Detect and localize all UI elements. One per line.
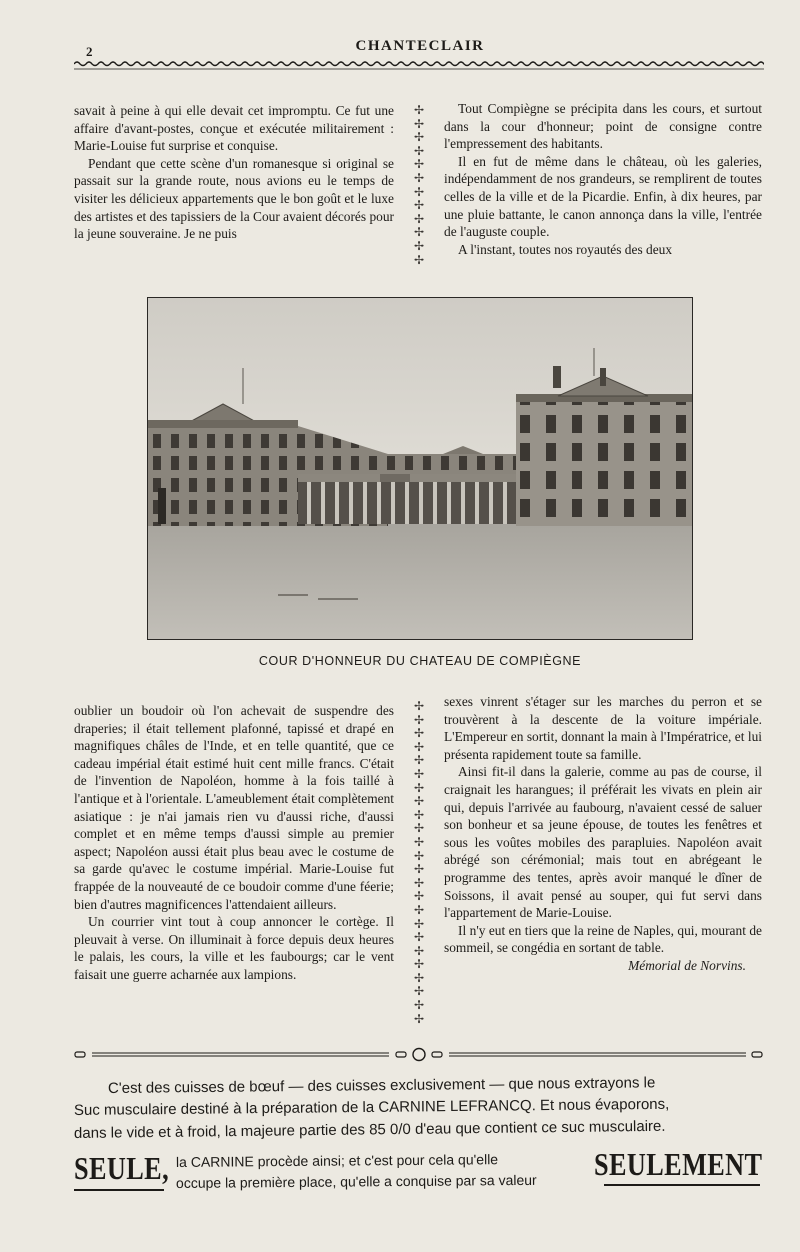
paragraph: Tout Compiègne se précipita dans les cours, et surtout dans la cour d'honneur; point de consigne contre l'empressement des habitants. xyxy=(444,101,762,152)
chateau-photograph xyxy=(147,297,693,640)
page-number: 2 xyxy=(86,44,93,59)
article-signature: Mémorial de Norvins. xyxy=(628,957,746,973)
paragraph: oublier un boudoir où l'on achevait de suspendre des draperies; il était tellement plafonné, tapissé et drapé en magnifiques châles de l'Inde, et en telle quantité, que ce cadeau impérial était estimé huit cent mille francs. C'était de l'invention de Napoléon, homme à la fois taillé à l'antique et à l'orientale. L'ameublement était complètement asiatique : je n'ai jamais rien vu d'aussi riche, d'aussi complet et en même temps d'aussi simple au premier aspect; Napoléon aussi était plus beau avec le costume de sa garde qu'avec le costume impérial. Marie-Louise fut frappée de la nouveauté de ce boudoir comme d'une féerie; bien d'autres magnificences l'attendaient ailleurs. xyxy=(74,703,394,912)
ad-line: dans le vide et à froid, la majeure partie des 85 0/0 d'eau que contient ce suc musculaire. xyxy=(73,1117,666,1142)
ad-seule-headline: SEULE, xyxy=(74,1150,170,1186)
paragraph: Il en fut de même dans le château, où les galeries, indépendamment de nos grandeurs, se remplirent de toutes celles de la ville et de la Picardie. Enfin, à dix heures, par une pluie battante, le canon annonça dans la ville, l'entrée de l'auguste couple. xyxy=(444,153,762,240)
ad-line: Suc musculaire destiné à la préparation de la CARNINE LEFRANCQ. Et nous évaporons, xyxy=(73,1095,670,1119)
column-divider-ornament: ✢ ✢ ✢ ✢ ✢ ✢ ✢ ✢ ✢ ✢ ✢ ✢ xyxy=(413,104,425,267)
header-wavy-rule xyxy=(74,57,764,71)
ad-line: la CARNINE procède ainsi; et c'est pour cela qu'elle xyxy=(175,1151,499,1170)
decorative-separator-rule xyxy=(74,1044,764,1064)
ad-seulement-headline: SEULEMENT xyxy=(593,1146,762,1182)
article-column-left-bottom xyxy=(74,702,394,984)
photo-caption: COUR D'HONNEUR DU CHATEAU DE COMPIÈGNE xyxy=(258,654,582,668)
column-divider-ornament: ✢ ✢ ✢ ✢ ✢ ✢ ✢ ✢ ✢ ✢ ✢ ✢ ✢ ✢ ✢ ✢ ✢ ✢ ✢ ✢ ✢ ✢ ✢ ✢ xyxy=(413,700,425,1026)
paragraph: savait à peine à qui elle devait cet impromptu. Ce fut une affaire d'avant-postes, conçue et exécutée militairement : Marie-Louise fut surprise et conquise. xyxy=(74,103,394,154)
ad-underline xyxy=(604,1184,760,1186)
paragraph: Pendant que cette scène d'un romanesque si original se passait sur la grande route, nous avions eu le temps de visiter les délicieux appartements que le bon goût et le luxe des artistes et des tapissiers de la Cour avaient décorés pour la jeune souveraine. Je ne puis xyxy=(74,155,394,242)
paragraph: sexes vinrent s'étager sur les marches du perron et se trouvèrent à la descente de la voiture impériale. L'Empereur en sortit, donnant la main à l'Impératrice, et lui présenta rapidement toute sa famille. xyxy=(444,694,762,762)
article-column-left-top xyxy=(74,102,394,243)
article-column-right-bottom xyxy=(444,693,762,975)
journal-title: CHANTECLAIR xyxy=(355,38,485,54)
paragraph: Il n'y eut en tiers que la reine de Naples, qui, mourant de sommeil, se congédia en sortant de table. xyxy=(444,922,762,956)
ad-line: C'est des cuisses de bœuf — des cuisses exclusivement — que nous extrayons le xyxy=(107,1074,656,1097)
ad-line: occupe la première place, qu'elle a conquise par sa valeur xyxy=(175,1171,537,1191)
article-column-right-top xyxy=(444,100,762,258)
ad-underline xyxy=(74,1189,164,1191)
paragraph: Ainsi fit-il dans la galerie, comme au pas de course, il craignait les harangues; il préférait les vivats en plein air qui, depuis l'arrivée au faubourg, n'avaient cessé de saluer son bonheur et sa jeune épouse, de toutes les fenêtres et sous les voûtes mobiles des parapluies. Napoléon avait abrégé son cérémonial; mais tout en abrégeant le programme des tentes, après avoir manqué le dîner de Soissons, il avait pensé au souper, qui fut servi dans l'appartement de Marie-Louise. xyxy=(444,764,762,921)
paragraph: Un courrier vint tout à coup annoncer le cortège. Il pleuvait à verse. On illuminait à force depuis deux heures le palais, les cours, la ville et les faubourgs; car le vent faisait une guerre acharnée aux lampions. xyxy=(74,914,394,982)
paragraph: A l'instant, toutes nos royautés des deux xyxy=(458,241,673,257)
